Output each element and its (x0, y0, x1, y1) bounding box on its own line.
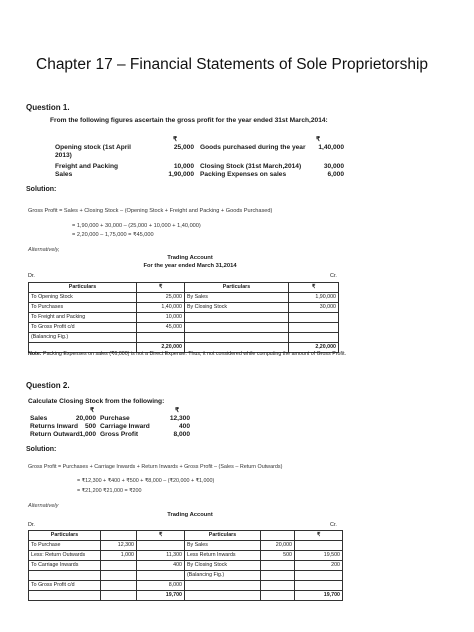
table-cell: 25,000 (137, 293, 185, 303)
note-label: Note: (28, 351, 42, 357)
rupee-symbol: ₹ (173, 136, 178, 143)
formula: Gross Profit = Purchases + Carriage Inwards + Return Inwards + Gross Profit – (Sales – Return Outwards) (28, 464, 283, 470)
table-cell (261, 561, 295, 571)
table-row (29, 561, 343, 571)
table-cell (137, 571, 185, 581)
credit-label: Cr. (330, 522, 337, 528)
formula-step: = ₹21,200 ₹21,000 = ₹200 (77, 488, 142, 494)
table-row (29, 303, 339, 313)
solution-label: Solution: (26, 446, 57, 453)
debit-label: Dr. (28, 273, 35, 279)
table-cell: 200 (295, 561, 343, 571)
table-row (29, 571, 343, 581)
table-cell (29, 591, 101, 601)
table-cell: To Gross Profit c/d (29, 581, 101, 591)
formula-step: = ₹12,300 + ₹400 + ₹500 + ₹8,000 – (₹20,000 + ₹1,000) (77, 478, 215, 484)
table-cell (185, 591, 261, 601)
table-header-row (29, 531, 343, 541)
rupee-symbol: ₹ (175, 407, 180, 414)
table-row (29, 581, 343, 591)
table-cell (29, 571, 101, 581)
alternatively-label: Alternatively (28, 503, 59, 509)
table-cell: Less Return Inwards (185, 551, 261, 561)
debit-label: Dr. (28, 522, 35, 528)
table-cell: 30,000 (289, 303, 339, 313)
formula: Gross Profit = Sales + Closing Stock – (Opening Stock + Freight and Packing + Goods Purchased) (28, 208, 273, 214)
figure-label: Returns Inward (30, 423, 78, 430)
figure-value: 25,000 (173, 144, 194, 151)
table-cell: To Carriage Inwards (29, 561, 101, 571)
table-cell: To Purchases (29, 303, 137, 313)
table-cell: 19,500 (295, 551, 343, 561)
total-value: 19,700 (295, 591, 343, 601)
figure-label: Closing Stock (31st March,2014) (200, 163, 302, 170)
column-header: ₹ (289, 283, 339, 293)
rupee-symbol: ₹ (90, 407, 95, 414)
figure-value: 20,000 (75, 415, 96, 422)
table-cell: 20,000 (261, 541, 295, 551)
column-header: Particulars (29, 531, 101, 541)
total-value: 2,20,000 (137, 343, 185, 353)
table-cell: 1,40,000 (137, 303, 185, 313)
table-cell (137, 541, 185, 551)
figure-label: Sales (30, 415, 48, 422)
table-row (29, 293, 339, 303)
figure-label: Purchase (100, 415, 130, 422)
table-cell: 11,300 (137, 551, 185, 561)
figure-label: Goods purchased during the year (200, 144, 306, 151)
table-cell (295, 581, 343, 591)
table-cell: (Balancing Fig.) (185, 571, 261, 581)
table-cell (261, 591, 295, 601)
column-header: ₹ (137, 283, 185, 293)
column-header: Particulars (185, 283, 289, 293)
column-header: ₹ (137, 531, 185, 541)
table-cell (101, 581, 137, 591)
figure-value: 400 (178, 423, 190, 430)
trading-account-table (28, 282, 339, 353)
table-cell: Less: Return Outwards (29, 551, 101, 561)
note-text: Packing Expenses on sales (₹6,000) is not a Direct Expense. Thus, it not considered while computing the amount of Gross Profit. (43, 351, 347, 357)
table-cell: To Purchase (29, 541, 101, 551)
table-cell: 10,000 (137, 313, 185, 323)
table-cell (137, 333, 185, 343)
column-header: Particulars (185, 531, 261, 541)
figure-label: 2013) (55, 152, 72, 159)
question-2-heading: Question 2. (26, 381, 70, 390)
figure-value: 1,000 (79, 431, 96, 438)
table-cell: By Closing Stock (185, 561, 261, 571)
table-cell: (Balancing Fig.) (29, 333, 137, 343)
table-cell: 12,300 (101, 541, 137, 551)
figure-label: Sales (55, 171, 73, 178)
figure-label: Return Outward (30, 431, 80, 438)
account-title: Trading Account (167, 255, 213, 261)
table-cell: To Opening Stock (29, 293, 137, 303)
question-1-prompt: From the following figures ascertain the gross profit for the year ended 31st March,2014: (50, 117, 328, 124)
figure-value: 500 (84, 423, 96, 430)
figure-label: Opening stock (1st April (55, 144, 131, 151)
table-cell (101, 571, 137, 581)
table-cell (289, 333, 339, 343)
credit-label: Cr. (330, 273, 337, 279)
alternatively-label: Alternatively, (28, 247, 60, 253)
figure-label: Freight and Packing (55, 163, 119, 170)
table-cell (185, 333, 289, 343)
table-cell (295, 541, 343, 551)
table-total-row (29, 591, 343, 601)
table-row (29, 333, 339, 343)
table-cell: 500 (261, 551, 295, 561)
question-2-prompt: Calculate Closing Stock from the following: (28, 398, 165, 405)
table-row (29, 551, 343, 561)
table-cell (185, 313, 289, 323)
table-cell (261, 571, 295, 581)
table-cell: To Freight and Packing (29, 313, 137, 323)
formula-step: = 1,90,000 + 30,000 – (25,000 + 10,000 + 1,40,000) (72, 223, 201, 229)
table-row (29, 323, 339, 333)
figure-label: Packing Expenses on sales (200, 171, 287, 178)
table-row (29, 313, 339, 323)
column-header (101, 531, 137, 541)
figure-value: 8,000 (173, 431, 190, 438)
table-cell: 1,90,000 (289, 293, 339, 303)
table-cell (101, 591, 137, 601)
table-cell: 1,000 (101, 551, 137, 561)
table-cell: 8,000 (137, 581, 185, 591)
figure-label: Gross Profit (100, 431, 139, 438)
table-cell: 400 (137, 561, 185, 571)
account-title: Trading Account (167, 512, 213, 518)
table-cell (261, 581, 295, 591)
table-cell: By Sales (185, 293, 289, 303)
figure-value: 12,300 (169, 415, 190, 422)
total-value: 19,700 (137, 591, 185, 601)
table-cell: By Sales (185, 541, 261, 551)
table-cell: 45,000 (137, 323, 185, 333)
table-header-row (29, 283, 339, 293)
figure-value: 1,90,000 (168, 171, 194, 178)
figure-value: 6,000 (327, 171, 344, 178)
table-cell (295, 571, 343, 581)
total-value: 2,20,000 (289, 343, 339, 353)
table-cell (289, 323, 339, 333)
solution-label: Solution: (26, 186, 57, 193)
question-1-heading: Question 1. (26, 103, 70, 112)
account-subtitle: For the year ended March 31,2014 (143, 263, 237, 269)
page-title: Chapter 17 – Financial Statements of Sole Proprietorship (36, 56, 429, 73)
table-cell (289, 313, 339, 323)
note (28, 351, 346, 357)
table-row (29, 541, 343, 551)
table-cell: To Gross Profit c/d (29, 323, 137, 333)
figure-label: Carriage Inward (100, 423, 150, 430)
column-header: ₹ (295, 531, 343, 541)
figure-value: 30,000 (323, 163, 344, 170)
table-cell (185, 323, 289, 333)
figure-value: 1,40,000 (318, 144, 344, 151)
trading-account-table (28, 530, 343, 601)
table-cell (185, 581, 261, 591)
table-cell (101, 561, 137, 571)
rupee-symbol: ₹ (316, 136, 321, 143)
column-header (261, 531, 295, 541)
figure-value: 10,000 (173, 163, 194, 170)
column-header: Particulars (29, 283, 137, 293)
formula-step: = 2,20,000 – 1,75,000 = ₹45,000 (72, 232, 154, 238)
table-cell: By Closing Stock (185, 303, 289, 313)
